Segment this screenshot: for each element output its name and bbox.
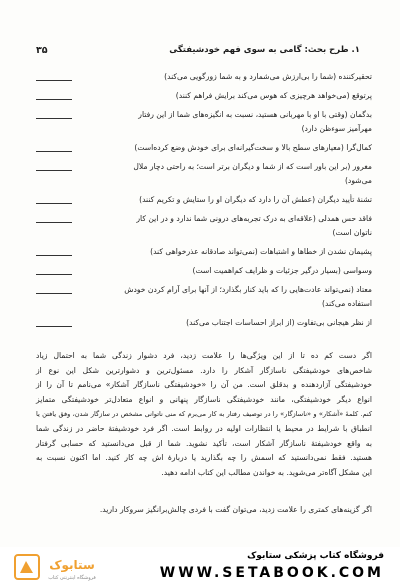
checklist-item [36,316,372,330]
checklist-item-text: مهرآمیز سوءظن دارد) [301,124,372,133]
paragraph-fewer-checks [36,503,372,518]
answer-blank-line[interactable] [36,151,72,152]
answer-blank-line[interactable] [36,203,72,204]
answer-blank-line[interactable] [36,80,72,81]
checklist-item-text: استفاده می‌کند) [322,299,372,308]
checklist-item [36,70,372,84]
checklist-item-text: کمال‌گرا (معیارهای سطح بالا و سخت‌گیرانه‌ای برای خودش وضع کرده‌است) [134,143,372,152]
paragraph-line: به واقع خودشیفتهٔ ناسازگار آشکار است، تأکید نشوید. شما از قبل می‌دانستید که حسابی گرفتار [36,438,372,448]
watermark-footer [0,547,400,587]
checklist-item-text: پشیمان نشدن از خطاها و اشتباهات (نمی‌تواند صادقانه عذرخواهی کند) [150,247,372,256]
answer-blank-line[interactable] [36,222,72,223]
running-title: ۱. طرح بحث: گامی به سوی فهم خودشیفتگی [169,45,360,55]
checklist [36,70,372,335]
checklist-item-text: فاقد حس همدلی (علاقه‌ای به درک تجربه‌های درونی شما ندارد و در این کار [136,214,372,223]
page-number: ۳۵ [36,45,48,56]
checklist-item-text: تحقیرکننده (شما را بی‌ارزش می‌شمارد و به شما زورگویی می‌کند) [164,72,372,81]
logo-caption: فروشگاه اینترنتی کتاب [48,575,96,581]
checklist-item-text: تشنهٔ تأیید دیگران (عطش آن را دارد که دیگران او را ستایش و تکریم کنند) [139,195,372,204]
answer-blank-line[interactable] [36,255,72,256]
paragraph-line: این مشکل آگاه‌تر می‌شوید. به خواندن مطالب این کتاب ادامه دهید. [161,467,372,477]
answer-blank-line[interactable] [36,293,72,294]
answer-blank-line[interactable] [36,170,72,171]
paragraph-line: اگر دست کم ده تا از این ویژگی‌ها را علامت زدید، فرد دشوار زندگی شما به احتمال زیاد [36,351,372,360]
checklist-item [36,89,372,103]
paragraph-line: انطباق با شرایط در محیط یا انتظارات اولیه در روابط است. اگر فرد خودشیفتهٔ حاضر در زندگی شما [36,423,372,433]
store-name: فروشگاه کتاب پزشکی ستابوک [247,551,384,561]
answer-blank-line[interactable] [36,326,72,327]
checklist-item [36,212,372,240]
answer-blank-line[interactable] [36,274,72,275]
paragraph-line: خودشیفتگی آزاردهنده و بدقلق است. من آن را «خودشیفتگی ناسازگار آشکار» می‌نامم تا آن را از [36,380,372,390]
checklist-item [36,141,372,155]
answer-blank-line[interactable] [36,118,72,119]
checklist-item [36,245,372,259]
checklist-item-text: وسواسی (بسیار درگیر جزئیات و ظرایف کم‌اهمیت است) [192,266,372,275]
paragraph-line: کنم. کلمهٔ «آشکار» و «ناسازگار» را در توصیف رفتار به کار می‌برم که منی ناتوانی مشخص در سازگار شدن، وفق یافتن یا [36,410,372,419]
paragraph-line: هستید. فقط نمی‌دانستید که اسمش را چه بگذارید یا دربارهٔ اش چه کار کنید. اما اکنون نسبت به [36,453,372,463]
logo-text: ستابوک [49,558,95,572]
answer-blank-line[interactable] [36,99,72,100]
checklist-item [36,283,372,311]
setabook-logo [14,553,106,583]
paragraph-line: انواع دیگر خودشیفتگی، مانند خودشیفتگی ناسازگار پنهانی و انواع متعادل‌تر خودشیفتگی متمایز [36,394,372,404]
checklist-item-text: معتاد (نمی‌تواند عادت‌هایی را که باید کنار بگذارد؛ از آنها برای آرام کردن خودش [124,285,372,294]
checklist-item-text: از نظر هیجانی بی‌تفاوت (از ابراز احساسات اجتناب می‌کند) [186,318,372,327]
checklist-item-text: می‌شود) [344,176,372,185]
checklist-item-text: پرتوقع (می‌خواهد هرچیزی که هوس می‌کند برایش فراهم کنند) [175,91,372,100]
checklist-item-text: ناتوان است) [332,228,372,237]
checklist-item-text: بدگمان (وقتی با او با مهربانی هستید، نسبت به انگیزه‌های شما از این رفتار [138,110,372,119]
checklist-item [36,108,372,136]
paragraph-line: اگر گزینه‌های کمتری را علامت زدید، می‌توان گفت با فردی چالش‌برانگیز سروکار دارید. [99,505,372,514]
page-header [36,43,360,63]
checklist-item-text: مغرور (بر این باور است که از شما و دیگران برتر است؛ به راحتی دچار ملال [133,162,372,171]
checklist-item [36,160,372,188]
paragraph-line: شاخص‌های خودشیفتگی ناسازگار آشکار را دارد. مسئول‌ترین و دشوارترین شکل این نوع از [36,365,372,375]
store-url: WWW.SETABOOK.COM [159,565,384,581]
checklist-item [36,193,372,207]
paragraph-interpretation [36,349,372,480]
checklist-item [36,264,372,278]
